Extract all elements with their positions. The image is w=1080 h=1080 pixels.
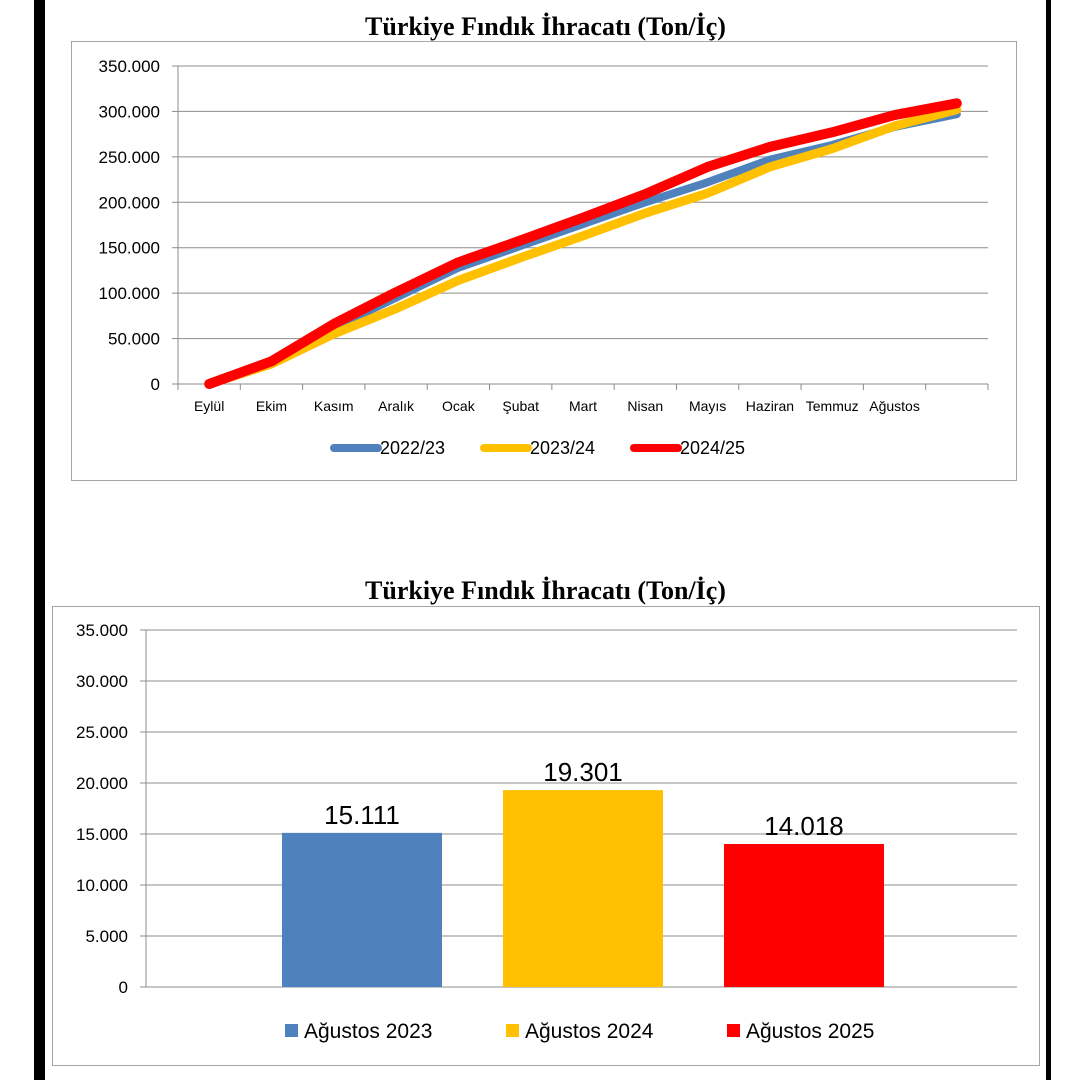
bar-y-tick-label: 20.000: [76, 774, 128, 793]
bar-legend-swatch: [727, 1024, 740, 1037]
bar-3: [724, 844, 884, 987]
line-x-tick-label: Şubat: [502, 398, 539, 414]
line-legend-label: 2024/25: [680, 438, 746, 458]
line-x-tick-label: Mart: [569, 398, 597, 414]
bar-y-tick-label: 30.000: [76, 672, 128, 691]
line-y-tick-label: 350.000: [98, 57, 160, 76]
line-x-tick-label: Ocak: [442, 398, 475, 414]
bar-legend-label: Ağustos 2025: [746, 1020, 875, 1043]
line-x-tick-label: Kasım: [313, 398, 354, 414]
bar-value-label: 19.301: [543, 757, 623, 788]
bar-y-tick-label: 5.000: [85, 927, 128, 946]
line-y-tick-label: 200.000: [98, 193, 160, 213]
bar-y-tick-label: 10.000: [76, 876, 128, 895]
line-x-tick-label: Ekim: [255, 398, 288, 414]
line-x-tick-label: Mayıs: [688, 398, 727, 414]
bar-1: [282, 833, 442, 987]
line-y-tick-label: 0: [150, 375, 160, 394]
bar-y-tick-label: 15.000: [76, 825, 128, 844]
bar-y-tick-label: 35.000: [76, 621, 128, 640]
bar-legend-label: Ağustos 2024: [525, 1020, 654, 1043]
line-x-tick-label: Ağustos: [869, 398, 920, 414]
line-y-tick-label: 250.000: [98, 147, 160, 167]
bar-legend-label: Ağustos 2023: [304, 1020, 433, 1043]
line-y-tick-label: 150.000: [98, 238, 160, 258]
line-chart-title: Türkiye Fındık İhracatı (Ton/İç): [365, 12, 726, 41]
bar-value-label: 15.111: [324, 799, 400, 830]
line-x-tick-label: Nisan: [627, 398, 664, 414]
line-x-tick-label: Haziran: [745, 398, 795, 414]
line-legend-label: 2023/24: [530, 438, 596, 458]
bar-chart-title: Türkiye Fındık İhracatı (Ton/İç): [365, 576, 726, 605]
bar-legend-swatch: [506, 1024, 519, 1037]
bar-legend-swatch: [285, 1024, 298, 1037]
bar-value-label: 14.018: [764, 811, 844, 842]
line-x-tick-label: Eylül: [193, 398, 225, 414]
bar-y-tick-label: 0: [118, 978, 128, 997]
line-x-tick-label: Aralık: [378, 398, 414, 414]
bar-2: [503, 790, 663, 987]
line-y-tick-label: 300.000: [98, 102, 160, 122]
line-legend-label: 2022/23: [380, 438, 446, 458]
series-line-2023-24: [209, 110, 957, 384]
line-y-tick-label: 50.000: [108, 329, 160, 349]
bar-y-tick-label: 25.000: [76, 723, 128, 742]
line-y-tick-label: 100.000: [98, 284, 160, 304]
line-x-tick-label: Temmuz: [805, 398, 859, 414]
